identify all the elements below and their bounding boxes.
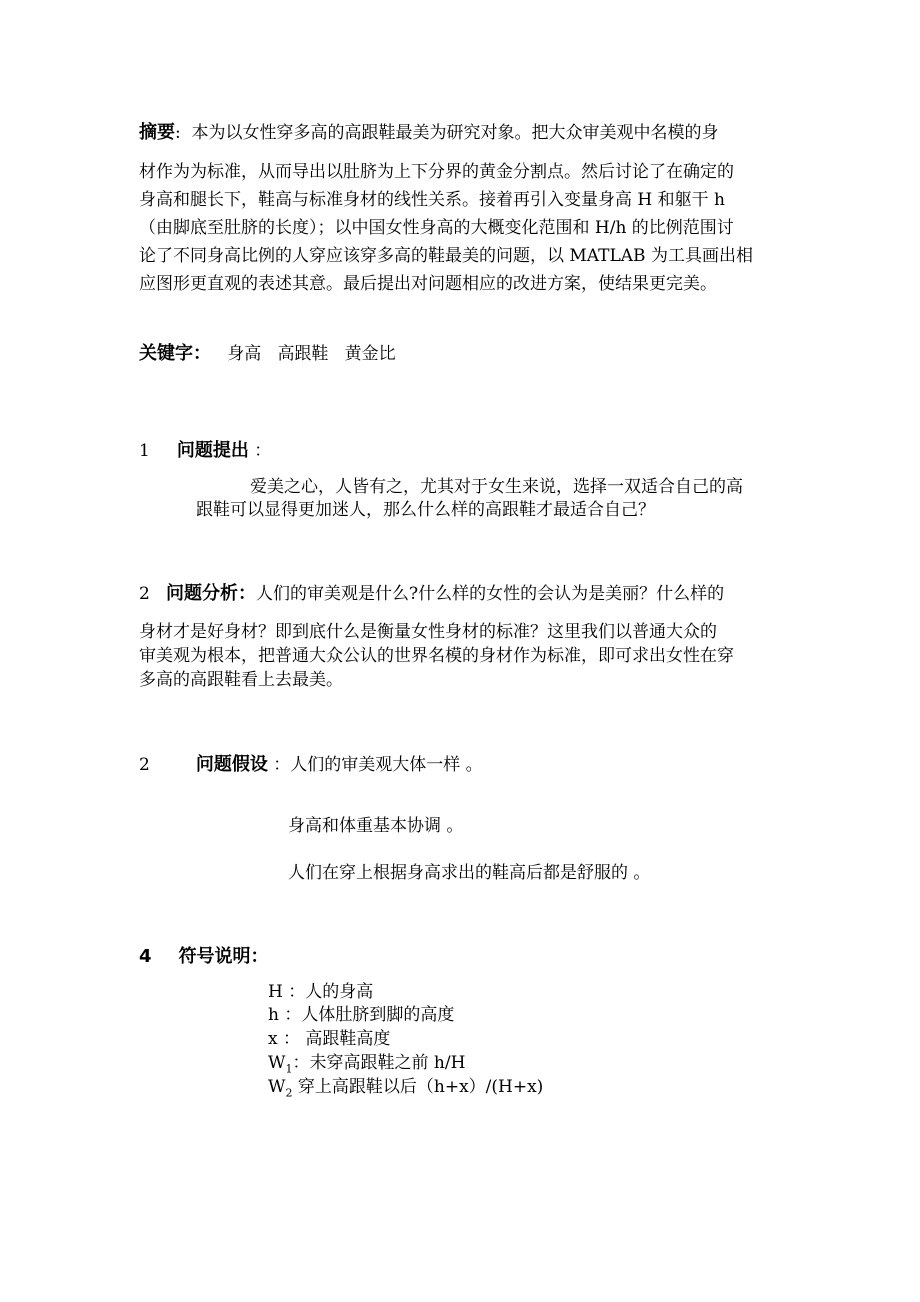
- abstract-label: 摘要: [139, 122, 175, 143]
- section-2-line: 多高的高跟鞋看上去最美。: [139, 670, 343, 690]
- keyword: 高跟鞋: [277, 344, 329, 364]
- section-number: 4: [139, 946, 152, 967]
- keywords: [139, 343, 396, 365]
- section-2-line: 审美观为根本，把普通大众公认的世界名模的身材作为标准，即可求出女性在穿: [139, 646, 734, 666]
- abstract-colon: :: [175, 123, 181, 143]
- section-2-line: 人们的审美观是什么?什么样的女性的会认为是美丽？什么样的: [256, 584, 725, 604]
- abstract-first-line: [139, 122, 719, 144]
- section-2-heading: [139, 583, 724, 605]
- keyword: 黄金比: [344, 344, 396, 364]
- section-1-heading: [139, 440, 271, 462]
- symbol-item-w2: [268, 1076, 543, 1104]
- symbol-subscript: 2: [285, 1086, 293, 1100]
- symbol-item: H ：人的身高: [268, 982, 374, 1002]
- section-title: 问题假设: [195, 754, 268, 775]
- abstract-line: 身高和腿长下，鞋高与标准身材的线性关系。接着再引入变量身高 H 和躯干 h: [139, 190, 725, 210]
- section-colon: ：: [254, 441, 272, 461]
- section-number: 1: [139, 441, 150, 461]
- section-number: 2: [139, 584, 150, 604]
- section-title: 问题提出: [176, 440, 249, 461]
- abstract-text: 本为以女性穿多高的高跟鞋最美为研究对象。把大众审美观中名模的身: [191, 123, 719, 143]
- section-title: 符号说明：: [178, 946, 269, 967]
- symbol-subscript: 1: [285, 1062, 293, 1076]
- assumption-item: 人们在穿上根据身高求出的鞋高后都是舒服的 。: [288, 863, 651, 883]
- assumption-item: 身高和体重基本协调 。: [288, 816, 464, 836]
- abstract-line: 材作为为标准，从而导出以肚脐为上下分界的黄金分割点。然后讨论了在确定的: [139, 162, 734, 182]
- section-1-line: 爱美之心，人皆有之，尤其对于女生来说，选择一双适合自己的高: [250, 477, 743, 497]
- section-2-line: 身材才是好身材？即到底什么是衡量女性身材的标准？这里我们以普通大众的: [139, 622, 717, 642]
- symbol-item: h ：人体肚脐到脚的高度: [268, 1005, 455, 1025]
- abstract-line: （由脚底至肚脐的长度）；以中国女性身高的大概变化范围和 H/h 的比例范围讨: [139, 218, 734, 238]
- symbol: W: [268, 1053, 286, 1073]
- section-4-heading: [139, 946, 269, 968]
- keywords-label: 关键字：: [139, 343, 211, 364]
- abstract-line: 应图形更直观的表述其意。最后提出对问题相应的改进方案，使结果更完美。: [139, 274, 717, 294]
- assumption-item: ：人们的审美观大体一样 。: [273, 755, 483, 775]
- symbol-desc: ：未穿高跟鞋之前 h/H: [292, 1053, 466, 1073]
- symbol: W: [268, 1077, 286, 1097]
- keyword: 身高: [227, 344, 262, 364]
- section-1-line: 跟鞋可以显得更加迷人，那么什么样的高跟鞋才最适合自己？: [196, 500, 655, 520]
- section-number: 2: [139, 755, 150, 775]
- symbol-desc: 穿上高跟鞋以后（h+x）/(H+x): [297, 1077, 544, 1097]
- abstract-line: 论了不同身高比例的人穿应该穿多高的鞋最美的问题，以 MATLAB 为工具画出相: [139, 246, 753, 266]
- section-3-heading: [139, 754, 483, 776]
- symbol-item: x ： 高跟鞋高度: [268, 1029, 391, 1049]
- section-title: 问题分析：: [166, 583, 257, 604]
